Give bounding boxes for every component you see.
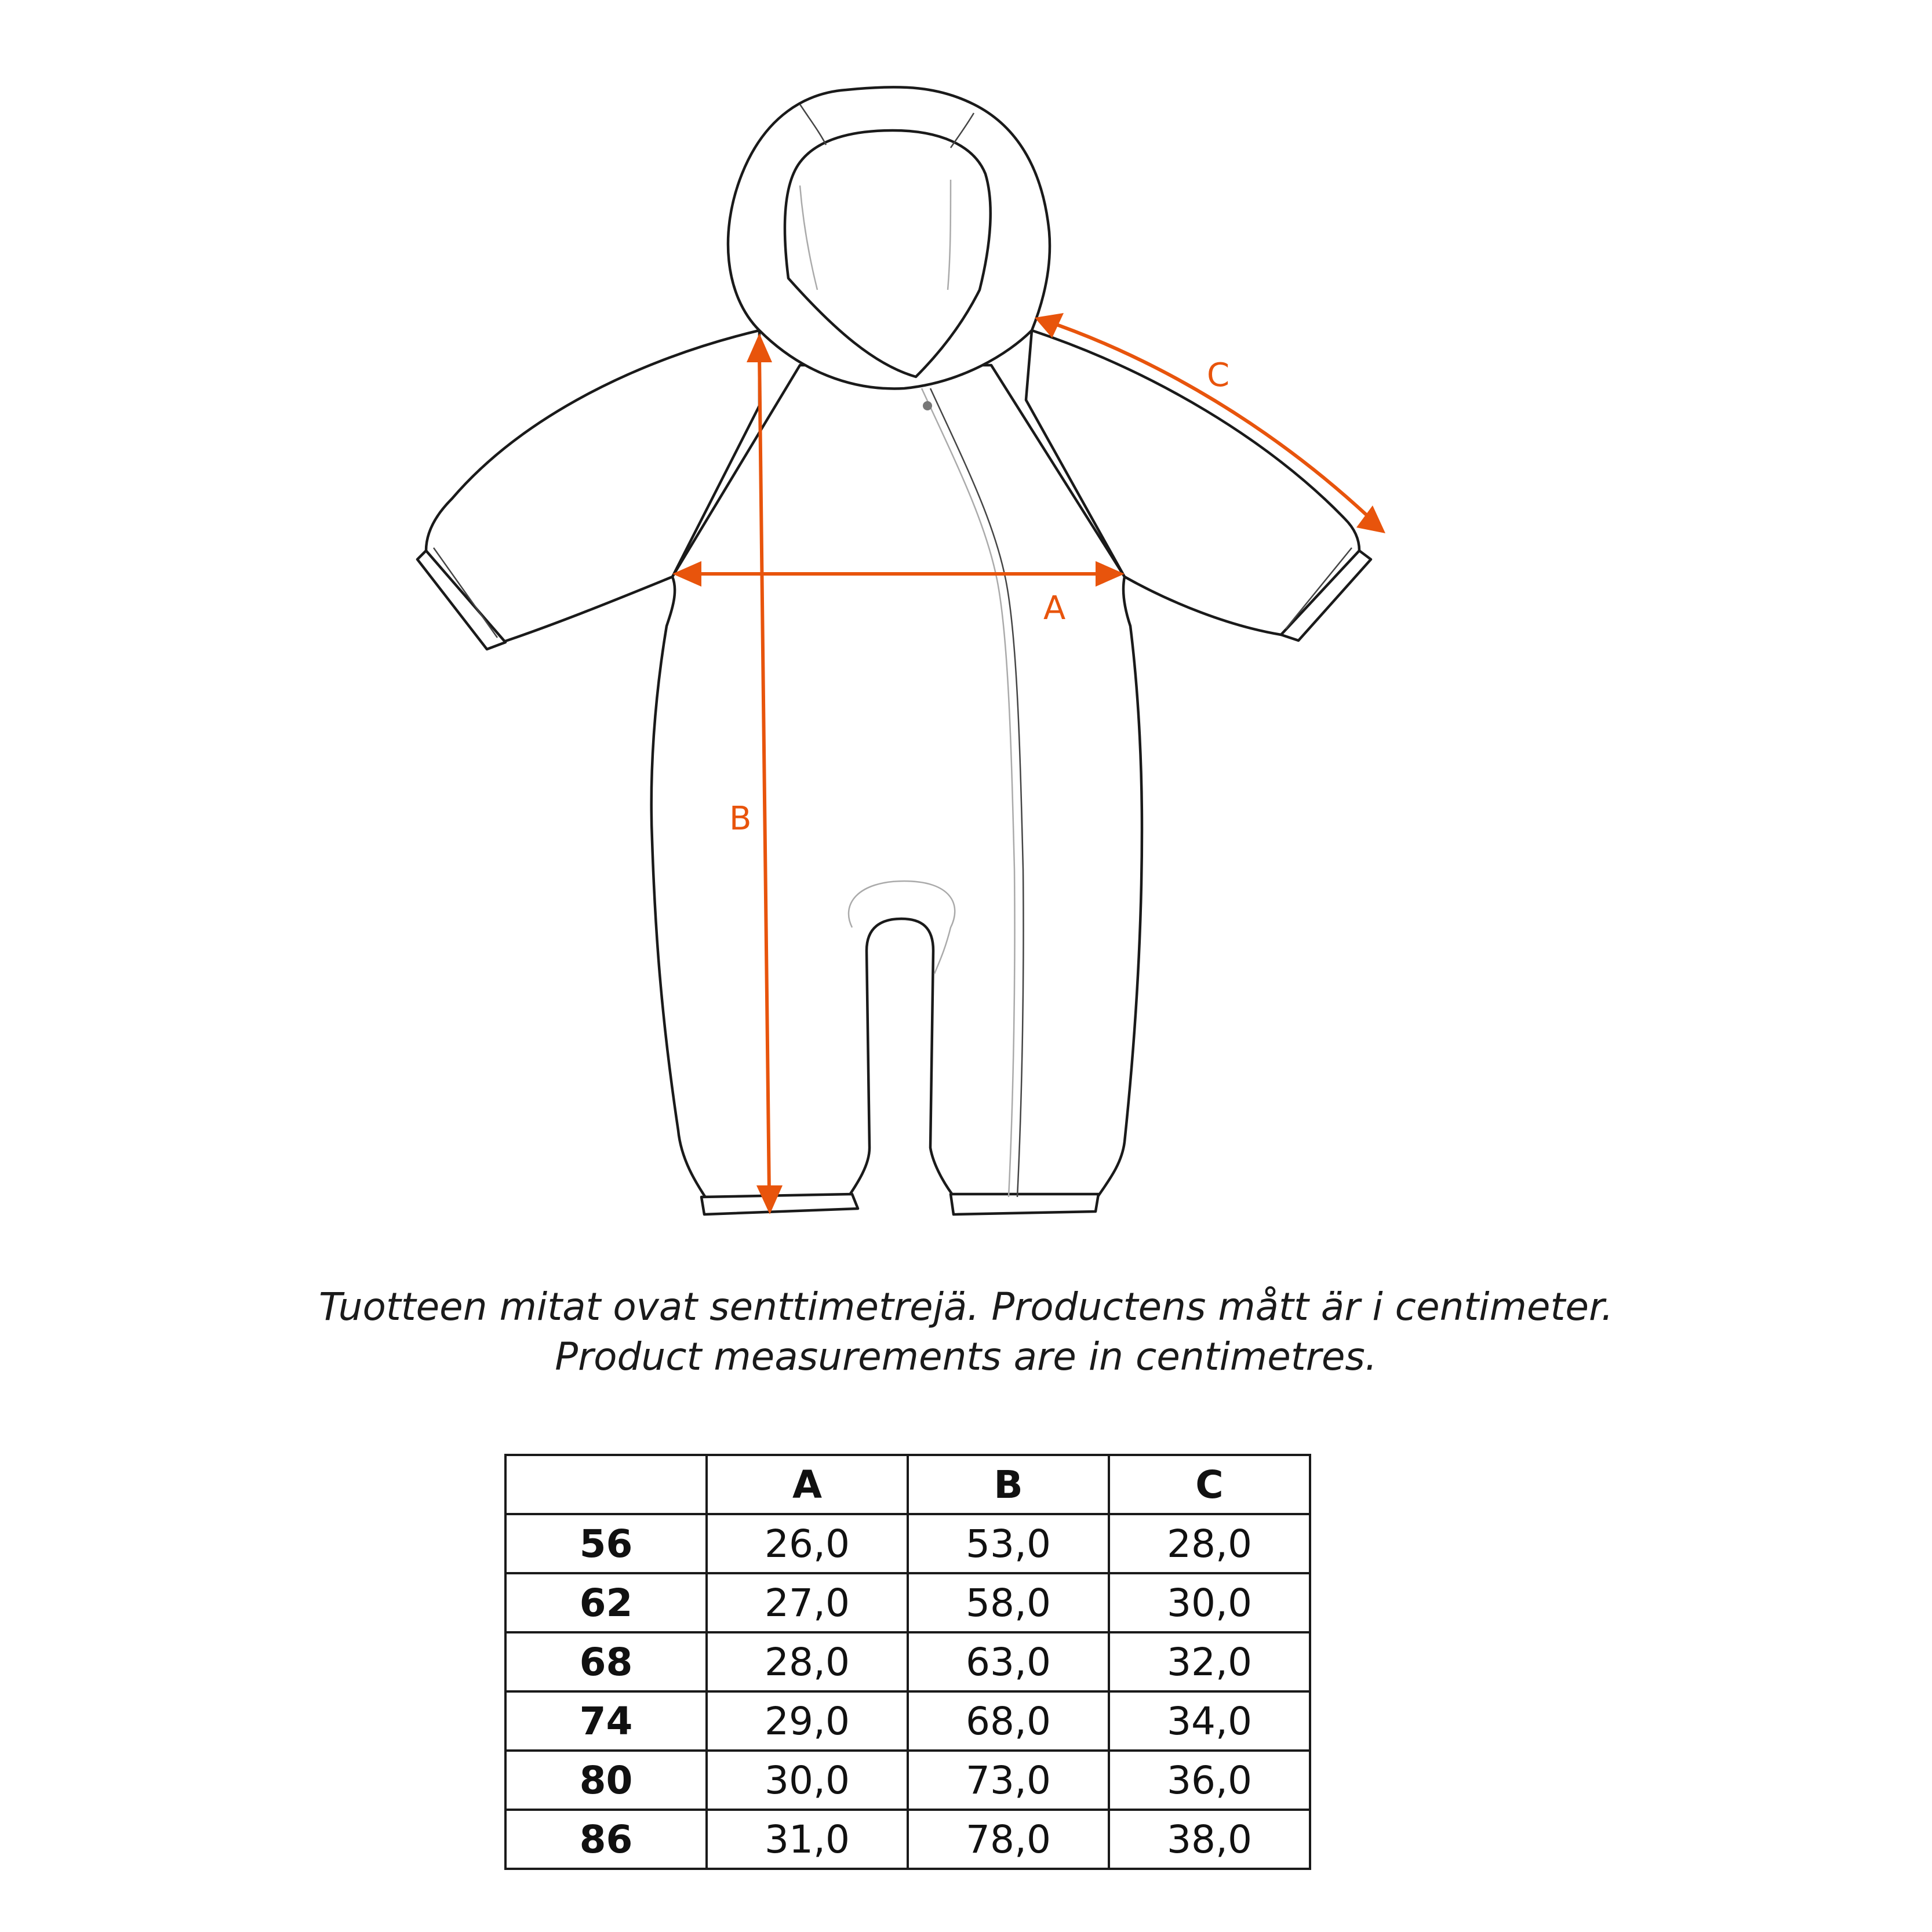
value-cell: 30,0: [1109, 1573, 1310, 1632]
table-row: [505, 1691, 1310, 1751]
value-cell: 26,0: [707, 1514, 908, 1573]
measurement-note-line2: Product measurements are in centimetres.: [555, 1334, 1377, 1379]
size-cell: 56: [505, 1514, 707, 1573]
value-cell: 73,0: [908, 1751, 1109, 1810]
measure-label-a: A: [1043, 590, 1066, 627]
size-cell: 62: [505, 1573, 707, 1632]
measure-label-c: C: [1207, 356, 1230, 394]
value-cell: 29,0: [707, 1691, 908, 1751]
table-header-cell: [505, 1455, 707, 1514]
value-cell: 28,0: [707, 1632, 908, 1691]
value-cell: 68,0: [908, 1691, 1109, 1751]
table-row: [505, 1632, 1310, 1691]
right-leg-cuff: [951, 1194, 1098, 1214]
value-cell: 28,0: [1109, 1514, 1310, 1573]
value-cell: 30,0: [707, 1751, 908, 1810]
size-cell: 80: [505, 1751, 707, 1810]
value-cell: 63,0: [908, 1632, 1109, 1691]
table-row: [505, 1810, 1310, 1869]
table-row: [505, 1751, 1310, 1810]
table-header-row: [505, 1455, 1310, 1514]
size-table: [504, 1454, 1311, 1870]
value-cell: 32,0: [1109, 1632, 1310, 1691]
value-cell: 53,0: [908, 1514, 1109, 1573]
table-header-cell: A: [707, 1455, 908, 1514]
value-cell: 27,0: [707, 1573, 908, 1632]
size-cell: 86: [505, 1810, 707, 1869]
measure-label-b: B: [729, 800, 752, 838]
value-cell: 36,0: [1109, 1751, 1310, 1810]
body: [652, 365, 1142, 1200]
value-cell: 78,0: [908, 1810, 1109, 1869]
value-cell: 38,0: [1109, 1810, 1310, 1869]
value-cell: 58,0: [908, 1573, 1109, 1632]
table-header-cell: B: [908, 1455, 1109, 1514]
left-leg-cuff: [701, 1194, 858, 1214]
table-header-cell: C: [1109, 1455, 1310, 1514]
table-row: [505, 1514, 1310, 1573]
size-cell: 74: [505, 1691, 707, 1751]
size-cell: 68: [505, 1632, 707, 1691]
measurement-note-line1: Tuotteen mitat ovat senttimetrejä. Productens mått är i centimeter.: [318, 1285, 1614, 1329]
zipper-pull: [923, 401, 932, 410]
table-row: [505, 1573, 1310, 1632]
value-cell: 34,0: [1109, 1691, 1310, 1751]
value-cell: 31,0: [707, 1810, 908, 1869]
